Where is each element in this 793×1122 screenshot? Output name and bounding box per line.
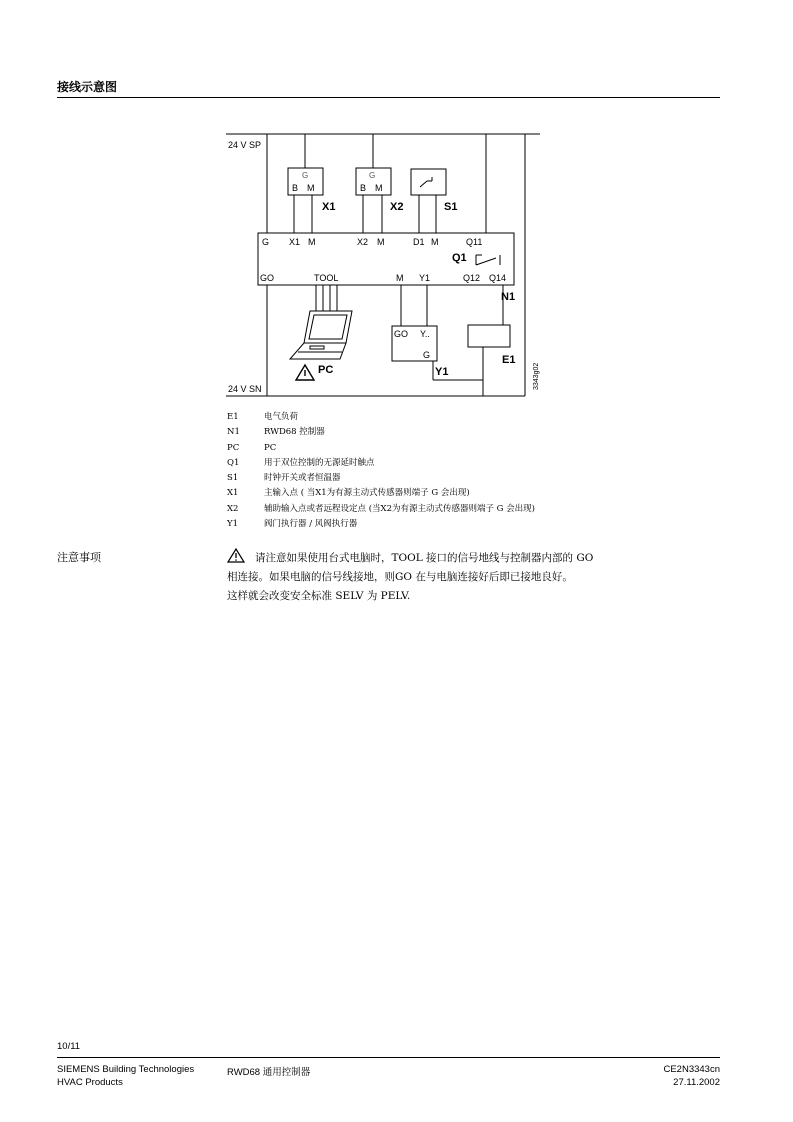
ctrl-bottom-terminals: GO TOOL M Y1 Q12 Q14 bbox=[260, 273, 507, 283]
note-line-3: 这样就会改变安全标准 SELV 为 PELV. bbox=[227, 590, 411, 602]
svg-text:GO: GO bbox=[394, 329, 409, 339]
q1-label: Q1 bbox=[452, 252, 467, 264]
legend-item: N1 RWD68 控制器 bbox=[227, 427, 325, 438]
laptop-icon bbox=[290, 311, 352, 359]
e1-label: E1 bbox=[502, 354, 516, 366]
rail-bottom-label: 24 V SN bbox=[228, 384, 262, 394]
note-line-2: 相连接。如果电脑的信号线接地，则GO 在与电脑连接好后即已接地良好。 bbox=[227, 571, 573, 583]
x2-label: X2 bbox=[390, 201, 404, 213]
rail-top-label: 24 V SP bbox=[228, 140, 262, 150]
pc-label: PC bbox=[318, 364, 334, 376]
legend-item: S1 时钟开关或者恒温器 bbox=[227, 473, 341, 484]
y1-label: Y1 bbox=[435, 366, 449, 378]
s1-switch-box bbox=[411, 169, 446, 195]
section-title: 接线示意图 bbox=[57, 80, 118, 94]
legend bbox=[227, 410, 535, 532]
doc-code: CE2N3343cn bbox=[663, 1064, 720, 1075]
svg-text:Y..: Y.. bbox=[420, 329, 430, 339]
svg-text:M: M bbox=[307, 183, 315, 193]
company-name: SIEMENS Building Technologies bbox=[57, 1064, 195, 1075]
warning-icon bbox=[296, 365, 314, 380]
wiring-diagram bbox=[220, 125, 550, 409]
svg-text:M: M bbox=[375, 183, 383, 193]
legend-item: Q1 用于双位控制的无源延时触点 bbox=[227, 457, 375, 468]
note-body bbox=[227, 548, 667, 606]
legend-item: E1 电气负荷 bbox=[227, 412, 299, 422]
figure-id: 3343g02 bbox=[533, 362, 540, 390]
svg-text:G: G bbox=[369, 171, 376, 180]
legend-item: Y1 阀门执行器 / 风阀执行器 bbox=[227, 519, 358, 530]
x1-label: X1 bbox=[322, 201, 336, 213]
legend-item: X1 主输入点 ( 当X1为有源主动式传感器则端子 G 会出现) bbox=[227, 488, 470, 499]
division-name: HVAC Products bbox=[57, 1077, 123, 1088]
ctrl-top-terminals: G X1 M X2 M D1 M Q11 bbox=[262, 237, 483, 247]
page-number: 10/11 bbox=[57, 1041, 81, 1052]
note-line-1: 请注意如果使用台式电脑时，TOOL 接口的信号地线与控制器内部的 GO bbox=[255, 552, 594, 564]
legend-item: X2 辅助输入点或者远程设定点 (当X2为有源主动式传感器则端子 G 会出现) bbox=[227, 503, 535, 514]
n1-label: N1 bbox=[501, 291, 516, 303]
svg-text:B: B bbox=[360, 183, 367, 193]
svg-text:B: B bbox=[292, 183, 299, 193]
e1-load-box bbox=[468, 325, 510, 347]
note-label: 注意事项 bbox=[57, 551, 101, 564]
footer-rule bbox=[57, 1057, 720, 1058]
s1-label: S1 bbox=[444, 201, 458, 213]
svg-text:G: G bbox=[302, 171, 309, 180]
product-name: RWD68 通用控制器 bbox=[227, 1067, 311, 1078]
header-rule bbox=[57, 97, 720, 98]
warning-icon bbox=[227, 548, 245, 563]
legend-item: PC PC bbox=[227, 442, 277, 453]
svg-text:G: G bbox=[423, 350, 431, 360]
doc-date: 27.11.2002 bbox=[673, 1077, 720, 1088]
